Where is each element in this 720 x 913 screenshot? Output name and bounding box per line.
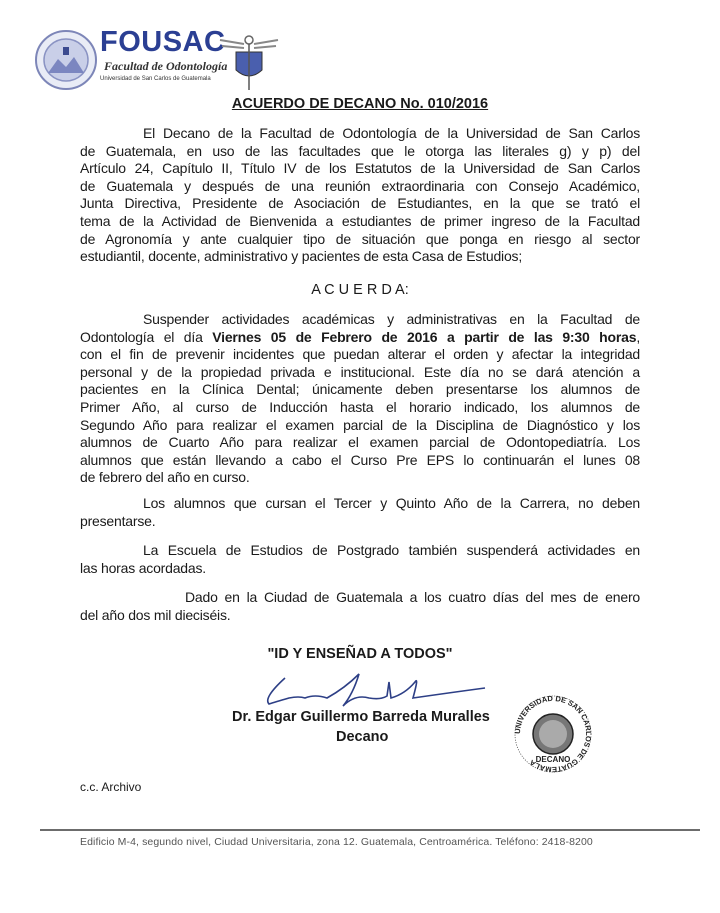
acuerda-heading: A C U E R D A: — [311, 282, 409, 298]
faculty-logo-subtitle: Facultad de Odontología — [104, 59, 228, 73]
paragraph-date-given — [80, 589, 640, 624]
paragraph-third-fifth-year — [80, 495, 640, 530]
text-line: La Escuela de Estudios de Postgrado también suspenderá actividades en — [143, 542, 640, 558]
official-stamp-seal — [513, 694, 593, 774]
text-line: Segundo Año para realizar el examen parcial de la Disciplina de Diagnóstico y los — [80, 416, 640, 433]
motto: "ID Y ENSEÑAD A TODOS" — [267, 646, 453, 662]
text-line: tema de la Actividad de Bienvenida a estudiantes de primer ingreso de la Facultad — [80, 212, 640, 229]
text-line: personal y de la propiedad privada e institucional. Este día no se dará atención a — [80, 363, 640, 380]
university-logo-caption: Universidad de San Carlos de Guatemala — [100, 76, 211, 82]
text-line: estudiantil, docente, administrativo y pacientes de esta Casa de Estudios; — [80, 248, 523, 265]
text-line: Primer Año, al curso de Inducción hasta el horario indicado, los alumnos de — [80, 398, 640, 415]
signatory-name: Dr. Edgar Guillermo Barreda Muralles — [232, 709, 490, 725]
signatory-title: Decano — [336, 729, 389, 745]
footer-address: Edificio M-4, segundo nivel, Ciudad Universitaria, zona 12. Guatemala, Centroamérica. Teléfono: 2418-8200 — [80, 836, 593, 848]
text-line: Dado en la Ciudad de Guatemala a los cuatro días del mes de enero — [185, 589, 640, 605]
text-line: alumnos de Cuarto Año para realizar el examen parcial de Odontopediatría. Los — [80, 434, 640, 451]
text-line: presentarse. — [80, 512, 156, 529]
usac-seal-logo — [34, 29, 98, 91]
handwritten-signature — [255, 668, 495, 708]
fousac-logo-text: FOUSAC — [100, 26, 226, 58]
text-line — [80, 329, 640, 347]
dental-emblem-logo — [218, 32, 280, 94]
text-line: Suspender actividades académicas y administrativas en la Facultad de — [143, 311, 640, 327]
text-line: pacientes en la Clínica Dental; únicamente deben presentarse los alumnos de — [80, 381, 640, 398]
preamble-paragraph — [80, 125, 640, 266]
paragraph-postgrado — [80, 542, 640, 577]
document-title: ACUERDO DE DECANO No. 010/2016 — [231, 96, 489, 112]
text-line: El Decano de la Facultad de Odontología de la Universidad de San Carlos — [143, 125, 640, 141]
text-segment: Odontología el día — [80, 328, 213, 345]
carbon-copy: c.c. Archivo — [80, 780, 142, 794]
text-line: Junta Directiva, Presidente de Asociación de Estudiantes, en la que se trató el — [80, 195, 640, 212]
text-line: del año dos mil dieciséis. — [80, 606, 231, 623]
text-line: Los alumnos que cursan el Tercer y Quinto Año de la Carrera, no deben — [143, 495, 640, 511]
text-line: de Agronomía y ante cualquier tipo de situación que ponga en riesgo al sector — [80, 230, 640, 247]
suspension-date-bold: Viernes 05 de Febrero de 2016 a partir de las 9:30 horas — [212, 328, 637, 345]
text-line: con el fin de prevenir incidentes que puedan alterar el orden y afectar la integridad — [80, 346, 640, 363]
footer-divider — [40, 829, 700, 831]
svg-text:UNIVERSIDAD DE SAN CARLOS DE G: UNIVERSIDAD DE SAN CARLOS DE GUATEMALA — [513, 694, 593, 774]
text-line: alumnos que están llevando a cabo el Curso Pre EPS lo continuarán el lunes 08 — [80, 451, 640, 468]
text-line: Artículo 24, Capítulo II, Título IV de los Estatutos de la Universidad de San Carlos — [80, 160, 640, 177]
text-line: de Guatemala, en uso de las facultades que le otorga las literales g) y p) del — [80, 142, 640, 159]
text-segment: , — [636, 328, 641, 345]
text-line: de febrero del año en curso. — [80, 469, 250, 486]
svg-text:DECANO: DECANO — [535, 755, 571, 764]
text-line: de Guatemala y después de una reunión extraordinaria con Consejo Académico, — [80, 177, 640, 194]
text-line: las horas acordadas. — [80, 559, 206, 576]
resolution-paragraph — [80, 311, 640, 487]
